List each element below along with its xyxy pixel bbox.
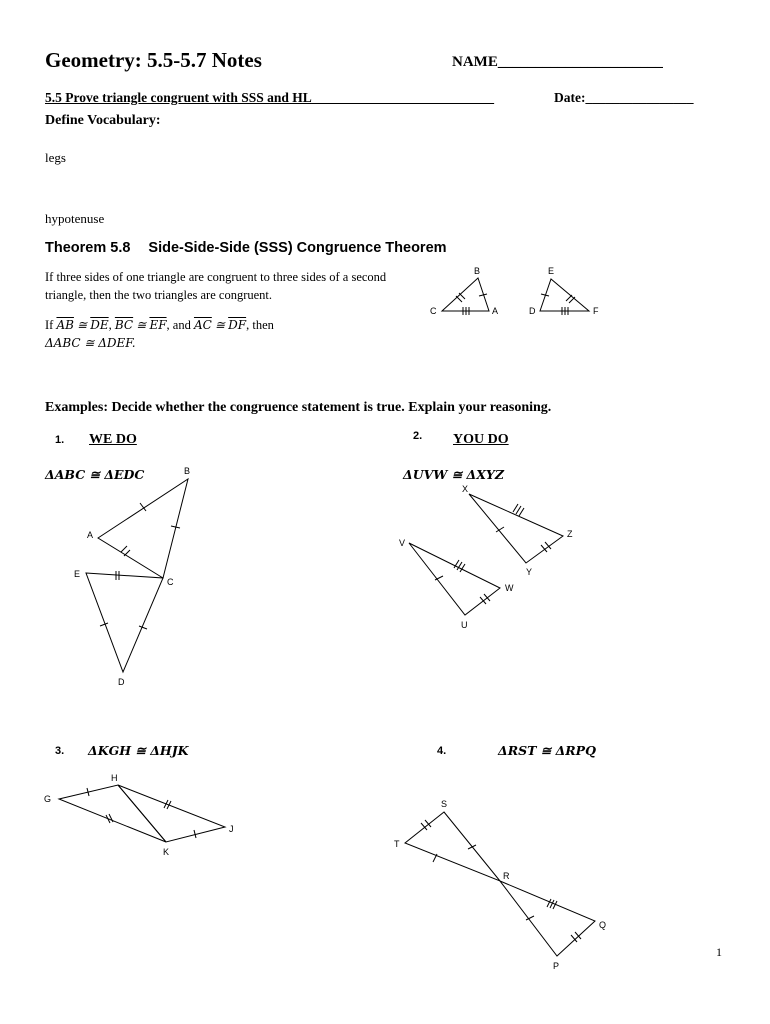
- theorem-triangle-abc: [430, 266, 498, 316]
- segment-ef: $\overline{EF}$: [149, 318, 167, 332]
- theorem-number: Theorem 5.8: [45, 240, 131, 256]
- triangle-hjk: [118, 785, 225, 842]
- example-4-number: 4.: [437, 745, 447, 757]
- segment-df: $\overline{DF}$: [228, 318, 247, 332]
- if-word: If: [45, 318, 54, 332]
- vertex-label: S: [441, 799, 448, 809]
- and-word: , and: [166, 318, 191, 332]
- vocabulary-heading: Define Vocabulary:: [45, 113, 161, 128]
- triangle-edc: [86, 573, 163, 672]
- vertex-label: P: [553, 961, 560, 971]
- then-word: , then: [246, 318, 274, 332]
- example-3-number: 3.: [55, 745, 65, 757]
- example-4-statement: ΔRST ≅ ΔRPQ: [498, 743, 596, 758]
- tick-mark: [456, 296, 462, 302]
- triangle-abc-shape: [442, 278, 489, 311]
- date-field: Date:________________: [554, 90, 694, 105]
- example-1-label: WE DO: [89, 432, 137, 447]
- triangle-uvw: [409, 543, 500, 615]
- vertex-label: D: [118, 677, 125, 687]
- example-1-statement: ΔABC ≅ ΔEDC: [45, 467, 145, 482]
- vertex-label: H: [111, 773, 118, 783]
- vertex-label: X: [462, 484, 469, 494]
- segment-ab: $\overline{AB}$: [56, 318, 74, 332]
- tick-mark: [100, 623, 108, 626]
- vertex-label: F: [593, 306, 599, 316]
- examples-heading: Examples: Decide whether the congruence statement is true. Explain your reasoning.: [45, 400, 552, 415]
- congruent-symbol: ≅: [214, 318, 226, 332]
- section-subtitle: 5.5 Prove triangle congruent with SSS and HL___________________________: [45, 90, 495, 105]
- triangle-def-shape: [540, 279, 589, 311]
- vertex-label: B: [474, 266, 481, 276]
- tick-mark: [124, 550, 130, 556]
- tick-mark: [459, 293, 465, 299]
- tick-mark: [513, 504, 518, 512]
- example-1-number: 1.: [55, 434, 65, 446]
- vertex-label: A: [492, 306, 499, 316]
- segment-bc: $\overline{BC}$: [114, 318, 134, 332]
- page-title: Geometry: 5.5-5.7 Notes: [45, 48, 262, 72]
- example-2-statement: ΔUVW ≅ ΔXYZ: [403, 467, 504, 482]
- vertex-label: E: [74, 569, 81, 579]
- triangle-rst: [405, 812, 500, 881]
- tick-mark: [569, 297, 575, 303]
- example-4-figure: [394, 799, 606, 971]
- comma: ,: [108, 318, 112, 332]
- vertex-label: T: [394, 839, 400, 849]
- vertex-label: V: [399, 538, 406, 548]
- vertex-label: K: [163, 847, 170, 857]
- example-1-figure: [74, 466, 190, 687]
- vertex-label: B: [184, 466, 191, 476]
- vertex-label: J: [229, 824, 234, 834]
- theorem-text: If three sides of one triangle are congruent to three sides of a second triangle, then the two triangles are congruent.: [45, 270, 387, 302]
- example-3-statement: ΔKGH ≅ ΔHJK: [88, 743, 189, 758]
- tick-mark: [547, 899, 551, 907]
- triangle-xyz: [469, 494, 563, 563]
- vocab-term-legs: legs: [45, 150, 66, 165]
- vertex-label: Q: [599, 920, 607, 930]
- example-2-label: YOU DO: [453, 432, 509, 447]
- tick-mark: [139, 626, 147, 629]
- tick-mark: [109, 814, 113, 822]
- vertex-label: D: [529, 306, 536, 316]
- example-2-number: 2.: [413, 430, 423, 442]
- name-field: NAME______________________: [452, 54, 663, 70]
- example-2-figure: [399, 484, 573, 630]
- theorem-name: Side-Side-Side (SSS) Congruence Theorem: [148, 240, 447, 256]
- vertex-label: W: [505, 583, 514, 593]
- triangle-rpq: [500, 881, 595, 956]
- congruent-symbol: ≅: [136, 318, 147, 332]
- triangle-abc: [98, 479, 188, 578]
- tick-mark: [566, 295, 572, 301]
- vertex-label: R: [503, 871, 510, 881]
- congruent-symbol: ≅: [77, 318, 88, 332]
- theorem-triangle-def: [529, 266, 599, 316]
- segment-ac: $\overline{AC}$: [193, 318, 212, 332]
- theorem-conclusion: ΔABC ≅ ΔDEF.: [45, 336, 136, 350]
- tick-mark: [468, 845, 476, 849]
- vertex-label: Z: [567, 529, 573, 539]
- vertex-label: C: [167, 577, 174, 587]
- vertex-label: E: [548, 266, 555, 276]
- vertex-label: G: [44, 794, 52, 804]
- example-3-figure: [44, 773, 234, 857]
- tick-mark: [519, 508, 524, 516]
- vertex-label: U: [461, 620, 468, 630]
- triangle-kgh: [59, 785, 166, 842]
- tick-mark: [516, 506, 521, 514]
- vertex-label: C: [430, 306, 437, 316]
- vertex-label: Y: [526, 567, 533, 577]
- vocab-term-hypotenuse: hypotenuse: [45, 211, 105, 226]
- page-number: 1: [716, 945, 722, 959]
- vertex-label: A: [87, 530, 94, 540]
- tick-mark: [121, 546, 127, 552]
- segment-de: $\overline{DE}$: [90, 318, 109, 332]
